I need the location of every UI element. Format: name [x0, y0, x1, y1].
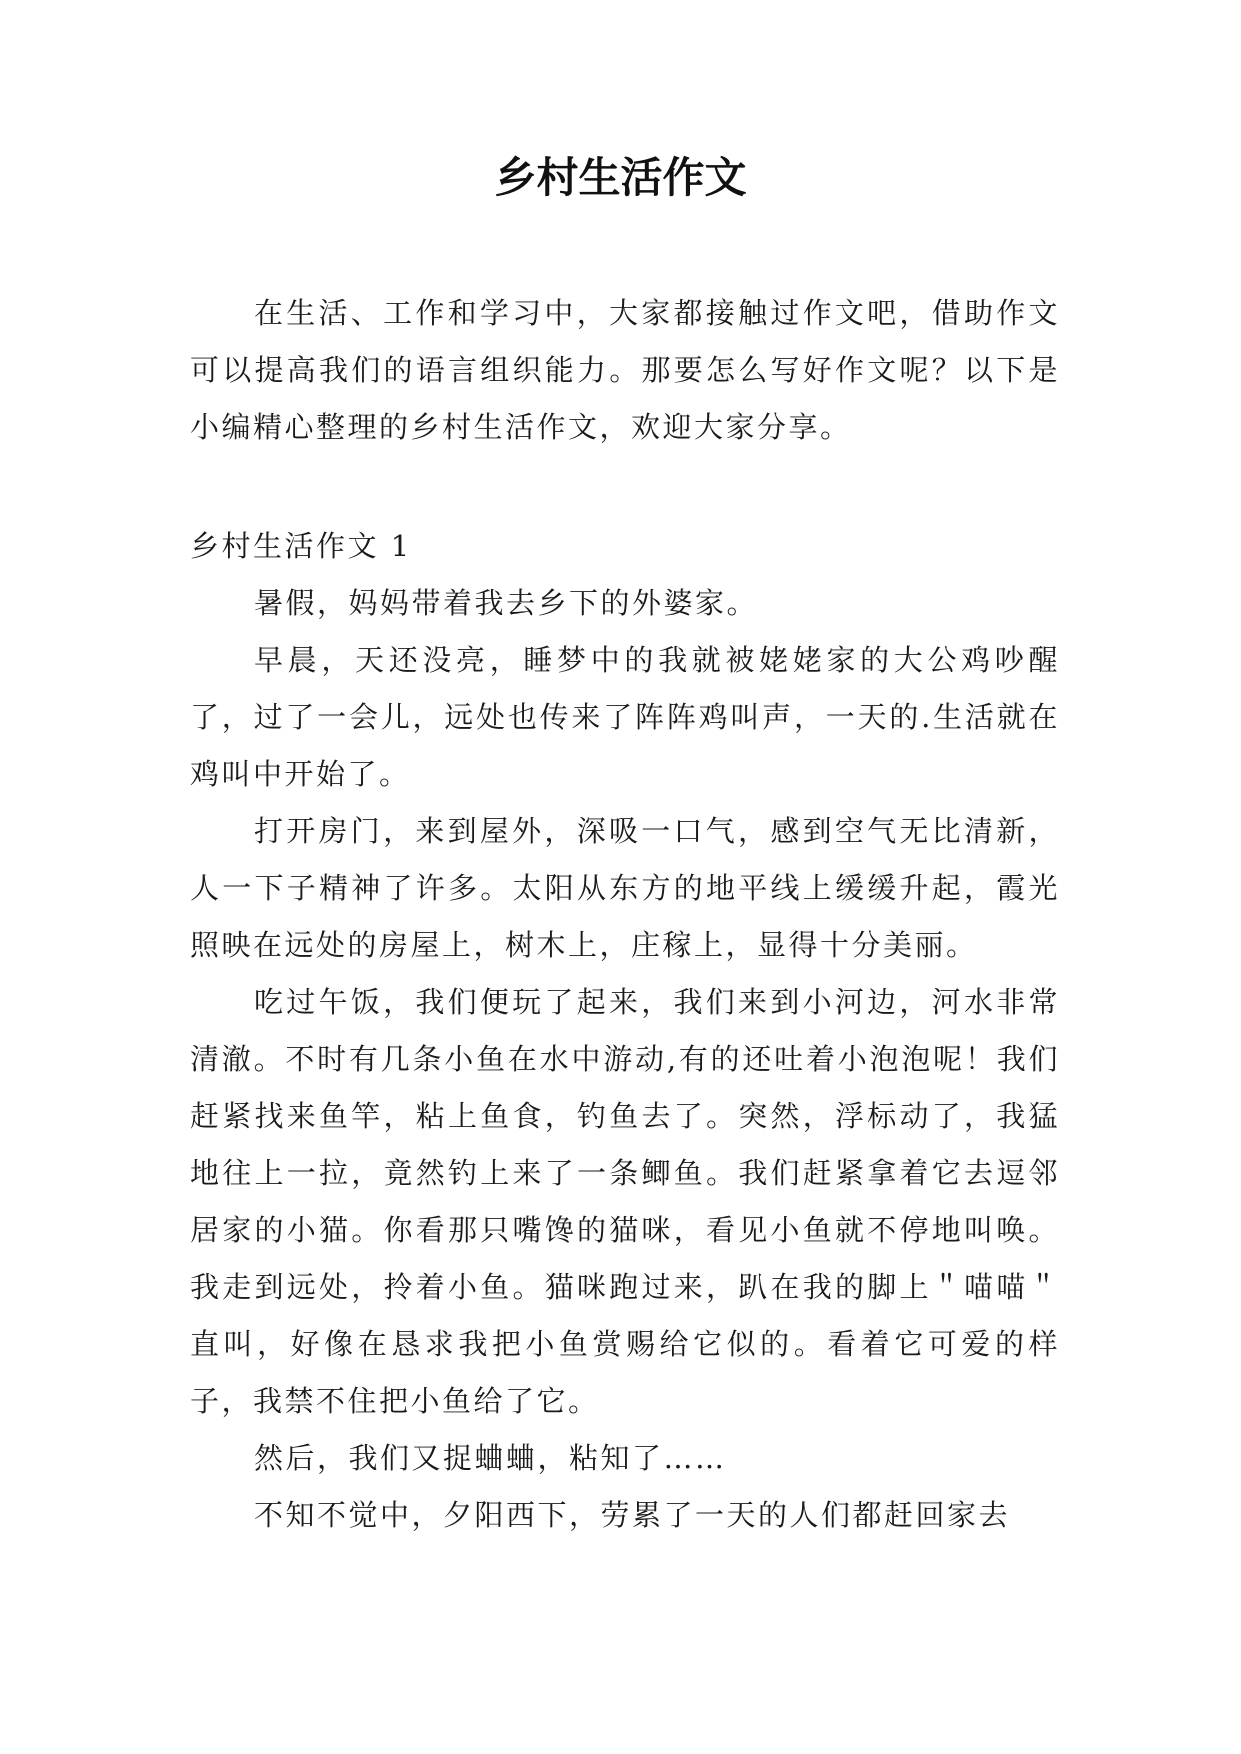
body-paragraph: 然后，我们又捉蛐蛐，粘知了…… [254, 1441, 727, 1475]
section-heading: 乡村生活作文 1 [190, 529, 412, 563]
body-paragraph: 不知不觉中，夕阳西下，劳累了一天的人们都赶回家去 [254, 1498, 1011, 1532]
body-paragraph: 打开房门，来到屋外，深吸一口气，感到空气无比清新，人一下子精神了许多。太阳从东方的地平线上缓缓升起，霞光照映在远处的房屋上，树木上，庄稼上，显得十分美丽。 [190, 814, 1060, 962]
body-paragraph: 吃过午饭，我们便玩了起来，我们来到小河边，河水非常清澈。不时有几条小鱼在水中游动,有的还吐着小泡泡呢！我们赶紧找来鱼竿，粘上鱼食，钓鱼去了。突然，浮标动了，我猛地往上一拉，竟然钓上来了一条鲫鱼。我们赶紧拿着它去逗邻居家的小猫。你看那只嘴馋的猫咪，看见小鱼就不停地叫唤。我走到远处，拎着小鱼。猫咪跑过来，趴在我的脚上＂喵喵＂直叫，好像在恳求我把小鱼赏赐给它似的。看着它可爱的样子，我禁不住把小鱼给了它。 [190, 985, 1060, 1418]
intro-paragraph: 在生活、工作和学习中，大家都接触过作文吧，借助作文可以提高我们的语言组织能力。那要怎么写好作文呢？以下是小编精心整理的乡村生活作文，欢迎大家分享。 [190, 296, 1060, 444]
body-paragraph: 暑假，妈妈带着我去乡下的外婆家。 [254, 586, 759, 620]
document-body [190, 285, 1060, 1544]
section-spacer [190, 456, 1060, 518]
document-title: 乡村生活作文 [494, 153, 747, 202]
body-paragraph: 早晨，天还没亮，睡梦中的我就被姥姥家的大公鸡吵醒了，过了一会儿，远处也传来了阵阵鸡叫声，一天的.生活就在鸡叫中开始了。 [190, 643, 1060, 791]
